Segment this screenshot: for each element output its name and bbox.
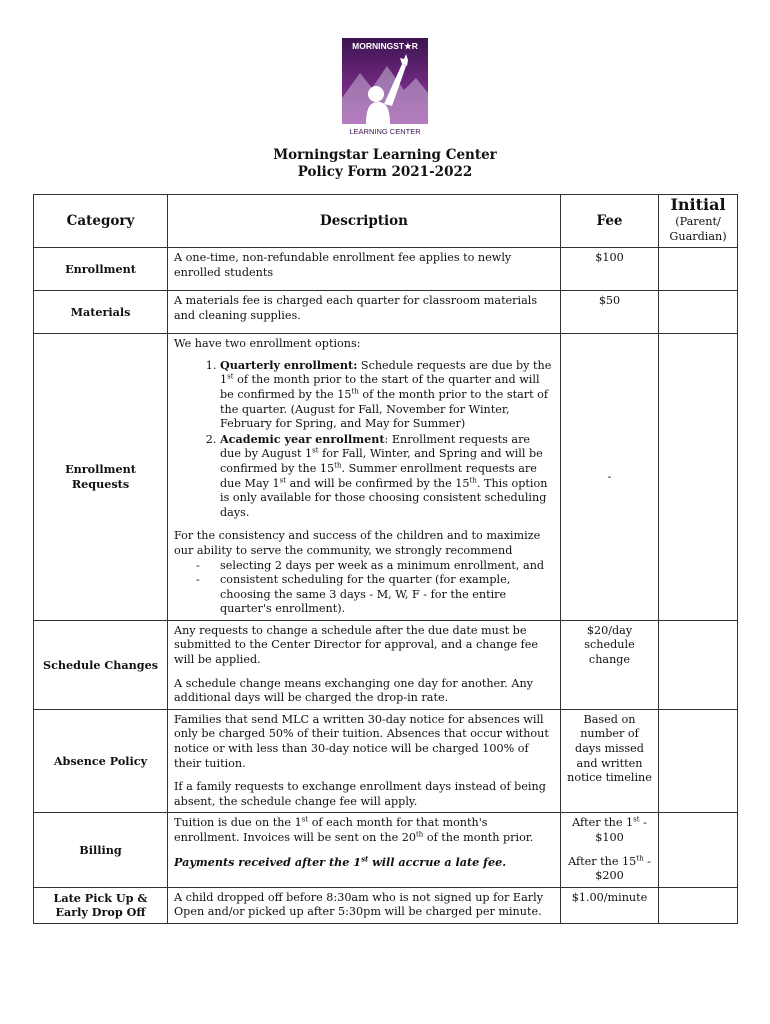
header-category: Category (34, 195, 168, 248)
fee-enrollment-requests: - (561, 334, 659, 621)
absence-p2: If a family requests to exchange enrollment days instead of being absent, the schedule change fee will apply. (174, 780, 546, 808)
description-absence-policy (168, 709, 561, 813)
row-absence-policy (34, 709, 738, 813)
header-initial-sub: (Parent/ Guardian) (669, 215, 727, 243)
header-fee: Fee (561, 195, 659, 248)
billing-fee-1: After the 1st - $100 (572, 815, 647, 844)
row-enrollment (34, 248, 738, 291)
fee-materials: $50 (561, 291, 659, 334)
initial-field-billing[interactable] (659, 813, 738, 887)
initial-field-absence-policy[interactable] (659, 709, 738, 813)
option-quarterly: 1. Quarterly enrollment: Schedule requests are due by the 1st of the month prior to the start of the quarter and will be confirmed by the 15th of the month prior to the start of the quarter. (August for Fall, November for Winter, February for Spring, and May for Summer) (220, 358, 554, 432)
fee-enrollment: $100 (561, 248, 659, 291)
fee-schedule-changes: $20/day schedule change (561, 620, 659, 709)
description-enrollment: A one-time, non-refundable enrollment fee applies to newly enrolled students (168, 248, 561, 291)
document-title (0, 147, 770, 181)
billing-late-fee-note: Payments received after the 1st will accrue a late fee. (174, 853, 507, 869)
option-academic-year: 2. Academic year enrollment: Enrollment requests are due by August 1st for Fall, Winter, and Spring and will be confirmed by the 15th. Summer enrollment requests are due May 1st and will be confirmed by the 15th. This option is only available for those choosing consistent scheduling days. (220, 432, 554, 521)
policy-table (33, 194, 738, 924)
svg-text:LEARNING CENTER: LEARNING CENTER (349, 127, 421, 136)
category-materials: Materials (34, 291, 168, 334)
svg-text:MORNINGST★R: MORNINGST★R (352, 41, 418, 51)
header-initial (659, 195, 738, 248)
initial-field-enrollment[interactable] (659, 248, 738, 291)
row-late-pickup (34, 887, 738, 923)
category-enrollment-requests: Enrollment Requests (34, 334, 168, 621)
schedule-p1: Any requests to change a schedule after the due date must be submitted to the Center Director for approval, and a change fee will be applied. (174, 623, 539, 667)
initial-field-enrollment-requests[interactable] (659, 334, 738, 621)
description-enrollment-requests (168, 334, 561, 621)
initial-field-schedule-changes[interactable] (659, 620, 738, 709)
header-row (34, 195, 738, 248)
title-line-2: Policy Form 2021-2022 (297, 164, 473, 180)
billing-fee-2: After the 15th - $200 (568, 853, 651, 883)
billing-p1: Tuition is due on the 1st of each month for that month's enrollment. Invoices will be sent on the 20th of the month prior. (174, 815, 534, 844)
initial-field-materials[interactable] (659, 291, 738, 334)
fee-billing (561, 813, 659, 887)
requests-intro: We have two enrollment options: (174, 337, 361, 351)
recommend-item: - consistent scheduling for the quarter (for example, choosing the same 3 days - M, W, F - for the entire quarter's enrollment). (196, 573, 554, 617)
initial-field-late-pickup[interactable] (659, 887, 738, 923)
fee-absence-policy: Based on number of days missed and written notice timeline (561, 709, 659, 813)
description-materials: A materials fee is charged each quarter for classroom materials and cleaning supplies. (168, 291, 561, 334)
description-billing (168, 813, 561, 887)
recommend-list (174, 559, 554, 617)
description-schedule-changes (168, 620, 561, 709)
recommend-item: - selecting 2 days per week as a minimum enrollment, and (196, 559, 554, 574)
enrollment-options-list (174, 358, 554, 521)
row-enrollment-requests (34, 334, 738, 621)
morningstar-logo (342, 38, 428, 136)
category-billing: Billing (34, 813, 168, 887)
category-schedule-changes: Schedule Changes (34, 620, 168, 709)
row-materials (34, 291, 738, 334)
requests-recommend: For the consistency and success of the children and to maximize our ability to serve the community, we strongly recommend (174, 529, 541, 557)
header-initial-label: Initial (670, 195, 726, 214)
description-late-pickup: A child dropped off before 8:30am who is not signed up for Early Open and/or picked up after 5:30pm will be charged per minute. (168, 887, 561, 923)
schedule-p2: A schedule change means exchanging one day for another. Any additional days will be charged the drop-in rate. (174, 676, 533, 705)
category-enrollment: Enrollment (34, 248, 168, 291)
absence-p1: Families that send MLC a written 30-day notice for absences will only be charged 50% of their tuition. Absences that occur without notice or with less than 30-day notice will be charged 100% of their tuition. (174, 712, 549, 770)
category-absence-policy: Absence Policy (34, 709, 168, 813)
fee-late-pickup: $1.00/minute (561, 887, 659, 923)
title-line-1: Morningstar Learning Center (273, 147, 497, 163)
row-schedule-changes (34, 620, 738, 709)
row-billing (34, 813, 738, 887)
header-description: Description (168, 195, 561, 248)
category-late-pickup: Late Pick Up & Early Drop Off (34, 887, 168, 923)
